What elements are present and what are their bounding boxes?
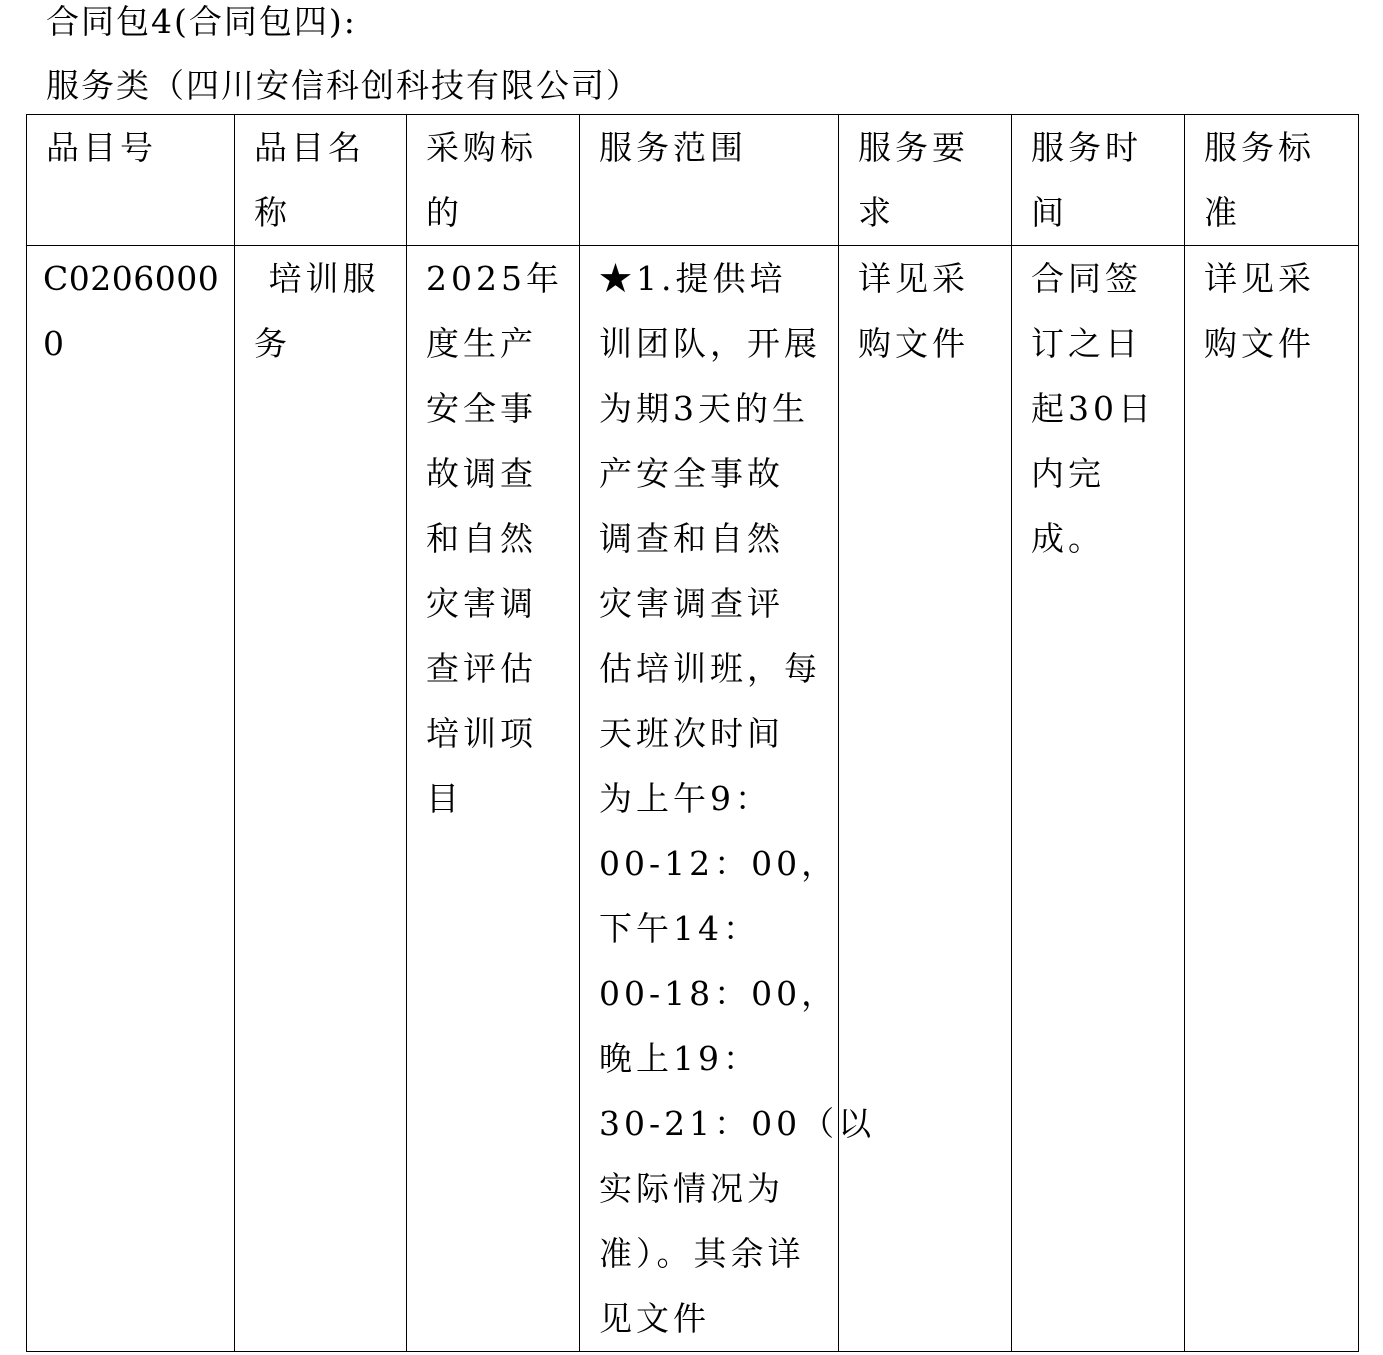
service-scope-line: 调查和自然 <box>599 519 784 558</box>
contract-package-title: 合同包4(合同包四): <box>46 2 357 41</box>
header-service-time: 服务时间 <box>1012 115 1185 246</box>
service-scope-line: 为上午9： <box>599 779 772 818</box>
procurement-table <box>26 114 1359 1352</box>
service-scope-line: 晚上19： <box>599 1039 760 1078</box>
service-scope-line: 灾害调查评 <box>599 584 784 623</box>
service-scope-line: 实际情况为 <box>599 1169 784 1208</box>
header-service-standard: 服务标准 <box>1185 115 1359 246</box>
service-scope-line: 天班次时间 <box>599 714 784 753</box>
header-item-code: 品目号 <box>27 115 235 246</box>
service-scope-line: 00-12：00， <box>599 844 839 883</box>
header-procurement-subject: 采购标的 <box>407 115 580 246</box>
service-scope-line: 为期3天的生 <box>599 389 809 428</box>
service-scope-line: 00-18：00， <box>599 974 839 1013</box>
cell-service-time: 合同签订之日起30日内完成。 <box>1012 246 1185 1352</box>
table-header-row <box>27 115 1359 246</box>
cell-service-standard: 详见采购文件 <box>1185 246 1359 1352</box>
service-category-title: 服务类（四川安信科创科技有限公司） <box>46 66 641 105</box>
service-scope-line: 见文件 <box>599 1299 710 1338</box>
service-scope-line: 训团队，开展 <box>599 324 821 363</box>
cell-item-name: 培训服务 <box>235 246 407 1352</box>
cell-procurement-subject: 2025年度生产安全事故调查和自然灾害调查评估培训项目 <box>407 246 580 1352</box>
header-item-name: 品目名称 <box>235 115 407 246</box>
table-row <box>27 246 1359 1352</box>
service-scope-line: 下午14： <box>599 909 760 948</box>
service-scope-line: 产安全事故 <box>599 454 784 493</box>
header-service-requirement: 服务要求 <box>839 115 1012 246</box>
cell-service-requirement: 详见采购文件 <box>839 246 1012 1352</box>
service-scope-line: 估培训班，每 <box>599 649 821 688</box>
cell-service-scope <box>580 246 876 1352</box>
header-service-scope: 服务范围 <box>580 115 839 246</box>
service-scope-line: ★1.提供培 <box>599 259 787 298</box>
cell-item-code: C02060000 <box>27 246 235 1352</box>
service-scope-line: 30-21：00（以 <box>599 1104 876 1143</box>
service-scope-line: 准）。其余详 <box>599 1234 805 1273</box>
